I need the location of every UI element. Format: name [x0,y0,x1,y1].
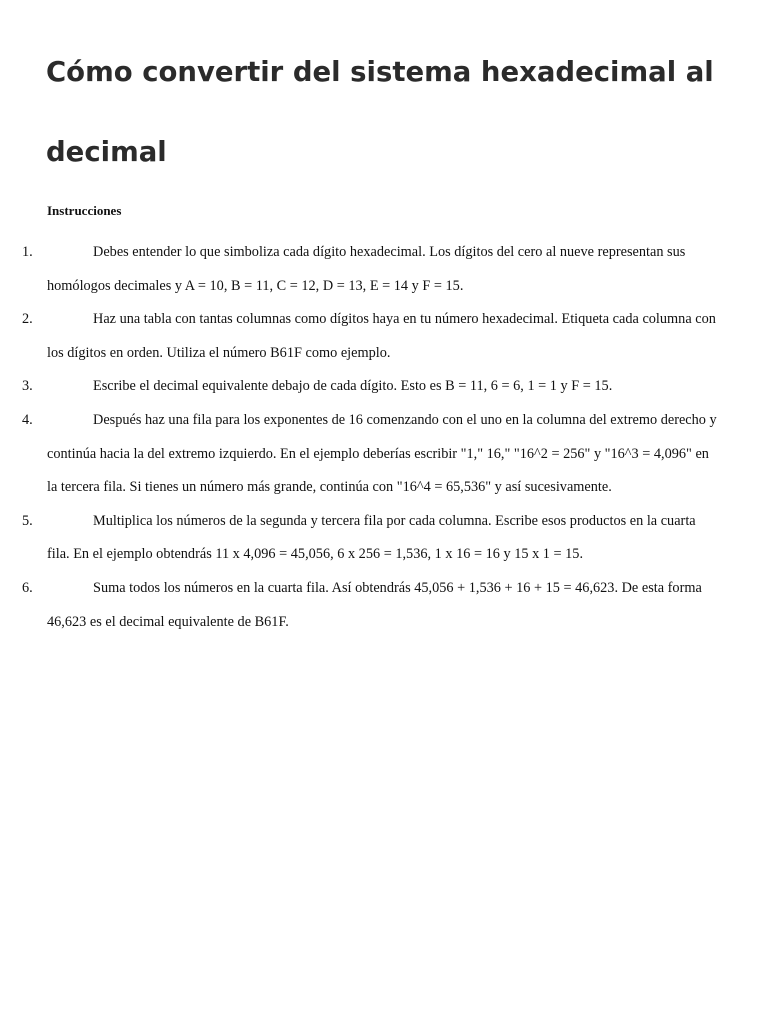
list-item [0,236,768,303]
page-title: Cómo convertir del sistema hexadecimal al decimal [46,56,714,168]
list-item-number: 4. [22,411,33,428]
list-item-number: 3. [22,378,33,395]
list-item-number: 2. [22,311,33,328]
list-item-number: 6. [22,579,33,596]
list-item-number: 1. [22,244,33,260]
instruction-list [0,236,768,639]
list-item-text: Suma todos los números en la cuarta fila. Así obtendrás 45,056 + 1,536 + 16 + 15 = 46,623. De esta forma 46,623 es el decimal equivalente de B61F. [47,579,702,630]
list-item [0,505,768,572]
list-item-text: Después haz una fila para los exponentes de 16 comenzando con el uno en la columna del extremo derecho y continúa hacia la del extremo izquierdo. En el ejemplo deberías escribir "1," 16," "16^2 = 256" y "16^3 = 4,096" en la tercera fila. Si tienes un número más grande, continúa con "16^4 = 65,536" y así sucesivamente. [47,411,717,496]
section-heading: Instrucciones [47,203,122,218]
list-item-text: Haz una tabla con tantas columnas como dígitos haya en tu número hexadecimal. Etiqueta cada columna con los dígitos en orden. Utiliza el número B61F como ejemplo. [47,311,716,361]
list-item-number: 5. [22,512,33,529]
list-item-text: Escribe el decimal equivalente debajo de cada dígito. Esto es B = 11, 6 = 6, 1 = 1 y F = 15. [93,378,613,395]
list-item [0,370,768,404]
list-item-text: Debes entender lo que simboliza cada dígito hexadecimal. Los dígitos del cero al nueve representan sus homólogos decimales y A = 10, B = 11, C = 12, D = 13, E = 14 y F = 15. [47,244,686,294]
list-item-text: Multiplica los números de la segunda y tercera fila por cada columna. Escribe esos productos en la cuarta fila. En el ejemplo obtendrás 11 x 4,096 = 45,056, 6 x 256 = 1,536, 1 x 16 = 16 y 15 x 1 = 15. [47,512,696,563]
list-item [0,303,768,370]
list-item [0,404,768,505]
list-item [0,572,768,639]
